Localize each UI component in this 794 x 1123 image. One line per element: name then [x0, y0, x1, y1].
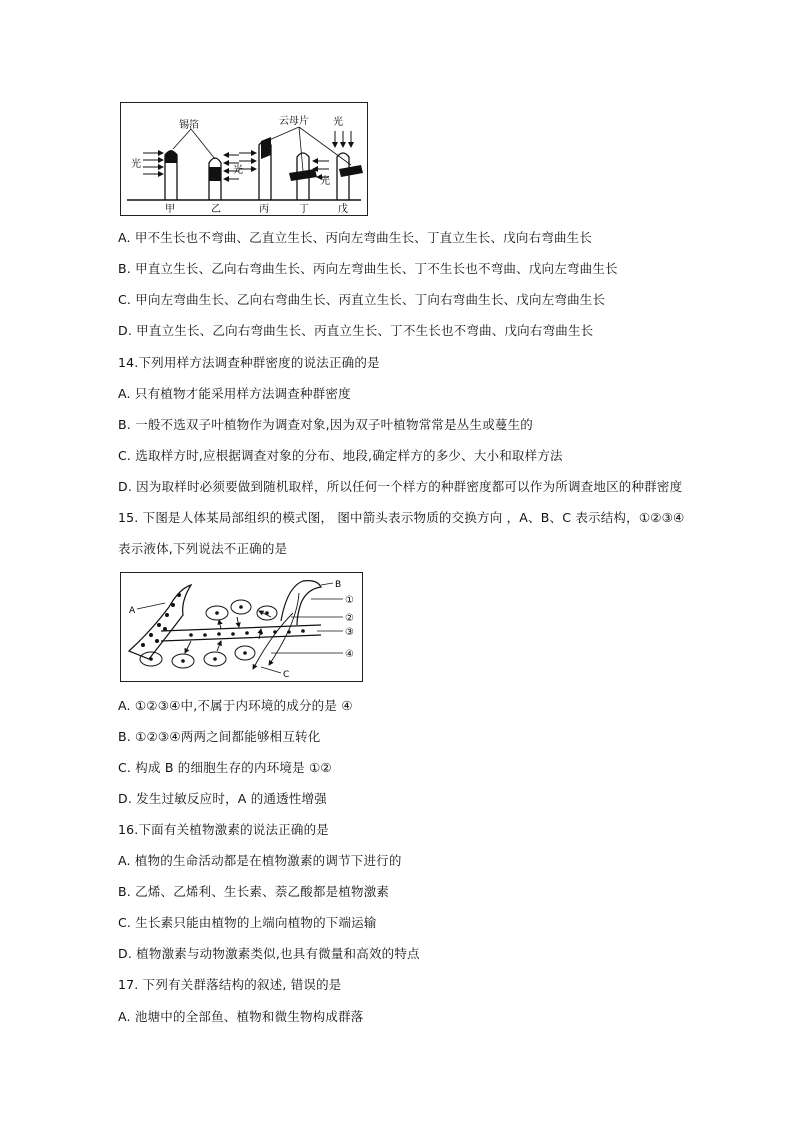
q15-option-c: C. 构成 B 的细胞生存的内环境是 ①②	[118, 760, 332, 775]
vessel-b	[281, 581, 321, 625]
capillary-a	[129, 585, 191, 659]
tag-wu: 戊	[338, 204, 348, 215]
marker-1: ①	[345, 595, 354, 606]
tag-yi: 乙	[211, 204, 221, 215]
seedling-jia	[143, 150, 177, 200]
seedling-bing	[239, 137, 271, 200]
tissue-model-diagram	[121, 573, 362, 681]
vessel-band	[161, 625, 321, 641]
tissue-model-figure	[120, 572, 363, 682]
q15-option-b: B. ①②③④两两之间都能够相互转化	[118, 729, 321, 744]
q17-option-a: A. 池塘中的全部鱼、植物和微生物构成群落	[118, 1009, 364, 1024]
q15-stem-line2: 表示液体,下列说法不正确的是	[118, 541, 288, 556]
foil-cap	[165, 150, 177, 163]
tag-ding: 丁	[299, 204, 309, 215]
label-b: B	[335, 580, 342, 590]
label-light-ding: 光	[320, 176, 330, 187]
label-c: C	[283, 670, 290, 680]
marker-4: ④	[345, 649, 354, 660]
q14-option-a: A. 只有植物才能采用样方法调查种群密度	[118, 386, 351, 401]
tag-bing: 丙	[259, 204, 269, 215]
q16-option-b: B. 乙烯、乙烯利、生长素、萘乙酸都是植物激素	[118, 884, 390, 899]
q14-option-b: B. 一般不选双子叶植物作为调查对象,因为双子叶植物常常是丛生或蔓生的	[118, 417, 533, 432]
q16-option-c: C. 生长素只能由植物的上端向植物的下端运输	[118, 915, 377, 930]
phototropism-diagram	[121, 103, 367, 215]
tissue-cells	[140, 600, 277, 668]
label-foil: 锡箔	[179, 120, 199, 131]
q16-option-d: D. 植物激素与动物激素类似,也具有微量和高效的特点	[118, 946, 420, 961]
label-mica: 云母片	[279, 116, 309, 127]
q13-option-d: D. 甲直立生长、乙向右弯曲生长、丙直立生长、丁不生长也不弯曲、戊向右弯曲生长	[118, 323, 594, 338]
blood-cells	[141, 593, 181, 647]
q14-option-d: D. 因为取样时必须要做到随机取样，所以任何一个样方的种群密度都可以作为所调查地区的种群密度	[118, 479, 683, 494]
foil-band	[209, 167, 221, 181]
tag-jia: 甲	[165, 204, 175, 215]
q15-option-d: D. 发生过敏反应时，A 的通透性增强	[118, 791, 327, 806]
label-light-mid: 光	[233, 165, 243, 176]
q15-option-a: A. ①②③④中,不属于内环境的成分的是 ④	[118, 698, 353, 713]
q13-option-b: B. 甲直立生长、乙向右弯曲生长、丙向左弯曲生长、丁不生长也不弯曲、戊向左弯曲生长	[118, 261, 618, 276]
q16-option-a: A. 植物的生命活动都是在植物激素的调节下进行的	[118, 853, 402, 868]
q15-stem-line1: 15. 下图是人体某局部组织的模式图， 图中箭头表示物质的交换方向 ，A、B、C 表示结构，①②③④	[118, 510, 685, 525]
label-a: A	[129, 606, 136, 616]
q13-option-c: C. 甲向左弯曲生长、乙向右弯曲生长、丙直立生长、丁向右弯曲生长、戊向左弯曲生长	[118, 292, 606, 307]
label-light-top: 光	[333, 117, 343, 128]
q16-stem: 16.下面有关植物激素的说法正确的是	[118, 822, 329, 837]
q13-option-a: A. 甲不生长也不弯曲、乙直立生长、丙向左弯曲生长、丁直立生长、戊向右弯曲生长	[118, 230, 593, 245]
mica-sheet	[339, 165, 363, 177]
phototropism-figure	[120, 102, 368, 216]
marker-2: ②	[345, 613, 354, 624]
marker-3: ③	[345, 627, 354, 638]
q14-stem: 14.下列用样方法调查种群密度的说法正确的是	[118, 355, 380, 370]
q17-stem: 17. 下列有关群落结构的叙述, 错误的是	[118, 977, 342, 992]
q14-option-c: C. 选取样方时,应根据调查对象的分布、地段,确定样方的多少、大小和取样方法	[118, 448, 563, 463]
label-light-left: 光	[131, 159, 141, 170]
seedling-wu	[335, 131, 363, 200]
seedling-yi	[209, 155, 239, 200]
